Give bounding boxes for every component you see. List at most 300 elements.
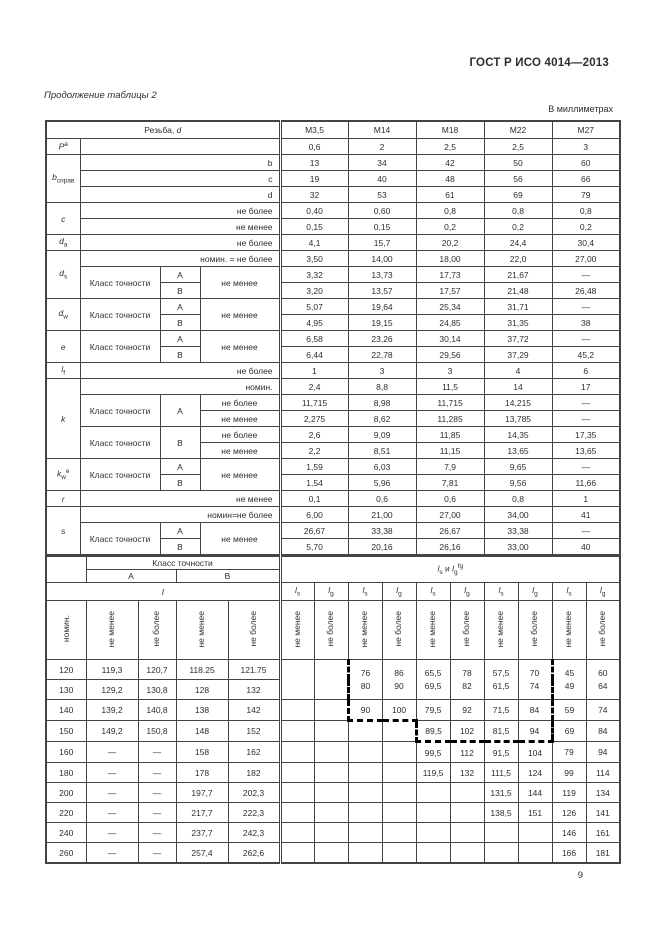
table-cell: 26,67 bbox=[416, 523, 484, 539]
table-cell bbox=[280, 803, 314, 823]
table-cell bbox=[416, 823, 450, 843]
table-cell: 60 bbox=[552, 155, 620, 171]
table-cell: 5,70 bbox=[280, 539, 348, 556]
table-cell: 100 bbox=[382, 700, 416, 721]
table-cell: — bbox=[138, 843, 176, 864]
table-cell: 2,5 bbox=[484, 139, 552, 155]
table-cell: 0,8 bbox=[416, 203, 484, 219]
table-cell: 119 bbox=[552, 783, 586, 803]
table-cell: 149,2 bbox=[86, 721, 138, 742]
table-cell: 138,5 bbox=[484, 803, 518, 823]
table-cell: 71,5 bbox=[484, 700, 518, 721]
table-row bbox=[46, 187, 620, 203]
dimension-table bbox=[45, 120, 619, 864]
table-cell: 124 bbox=[518, 763, 552, 783]
table-cell: 40 bbox=[552, 539, 620, 556]
table-cell: 126 bbox=[552, 803, 586, 823]
table-cell: 3 bbox=[416, 363, 484, 379]
table-cell bbox=[280, 721, 314, 742]
table-cell: $l_g$ bbox=[314, 583, 348, 601]
table-cell: — bbox=[552, 331, 620, 347]
table-row bbox=[46, 299, 620, 315]
table-cell: 6,44 bbox=[280, 347, 348, 363]
table-cell: 30,14 bbox=[416, 331, 484, 347]
table-cell: Класс точности bbox=[86, 556, 280, 570]
table-row bbox=[46, 427, 620, 443]
table-cell: 146 bbox=[552, 823, 586, 843]
table-row bbox=[46, 491, 620, 507]
table-cell bbox=[450, 843, 484, 864]
table-cell: 140 bbox=[46, 700, 86, 721]
table-cell: не менее bbox=[552, 601, 586, 660]
table-cell: не менее bbox=[80, 491, 280, 507]
table-cell: $l_s$ bbox=[484, 583, 518, 601]
table-cell: 120 bbox=[46, 660, 86, 680]
table-cell: 13,73 bbox=[348, 267, 416, 283]
table-cell bbox=[382, 763, 416, 783]
table-cell: 31,35 bbox=[484, 315, 552, 331]
table-cell: 23,26 bbox=[348, 331, 416, 347]
table-cell bbox=[484, 823, 518, 843]
table-cell bbox=[348, 823, 382, 843]
table-row bbox=[46, 235, 620, 251]
table-cell: 42 bbox=[416, 155, 484, 171]
table-cell: не менее bbox=[416, 601, 450, 660]
table-cell: 8,51 bbox=[348, 443, 416, 459]
table-row bbox=[46, 459, 620, 475]
table-cell: А bbox=[160, 459, 200, 475]
table-cell: не менее bbox=[200, 459, 280, 491]
table-cell: не более bbox=[518, 601, 552, 660]
table-cell: c bbox=[80, 171, 280, 187]
table-cell: не более bbox=[80, 235, 280, 251]
table-cell: 200 bbox=[46, 783, 86, 803]
table-row bbox=[46, 251, 620, 267]
table-cell: — bbox=[552, 459, 620, 475]
table-cell: 33,38 bbox=[484, 523, 552, 539]
table-cell: 14,00 bbox=[348, 251, 416, 267]
table-cell: 129,2 bbox=[86, 680, 138, 700]
table-cell: 0,15 bbox=[348, 219, 416, 235]
table-cell: 25,34 bbox=[416, 299, 484, 315]
table-caption: Продолжение таблицы 2 bbox=[44, 90, 157, 101]
table-cell bbox=[280, 783, 314, 803]
table-cell: 260 bbox=[46, 843, 86, 864]
table-cell: 119,5 bbox=[416, 763, 450, 783]
table-cell bbox=[484, 843, 518, 864]
table-cell: — bbox=[86, 783, 138, 803]
table-cell: не менее bbox=[80, 219, 280, 235]
table-cell: c bbox=[46, 203, 80, 235]
table-cell: 182 bbox=[228, 763, 280, 783]
table-cell: 14,35 bbox=[484, 427, 552, 443]
table-cell: 13 bbox=[280, 155, 348, 171]
table-cell: А bbox=[160, 299, 200, 315]
table-cell: 21,48 bbox=[484, 283, 552, 299]
table-cell: 89,5 bbox=[416, 721, 450, 742]
table-cell: номин=не более bbox=[80, 507, 280, 523]
table-cell: 33,00 bbox=[484, 539, 552, 556]
table-cell: $l_g$ bbox=[518, 583, 552, 601]
table-row bbox=[46, 139, 620, 155]
table-cell: 74 bbox=[586, 700, 620, 721]
table-cell: 22,0 bbox=[484, 251, 552, 267]
table-cell: не менее bbox=[200, 299, 280, 331]
table-cell: 14 bbox=[484, 379, 552, 395]
table-cell: — bbox=[86, 763, 138, 783]
table-cell bbox=[280, 660, 314, 700]
table-cell: $l_s$ bbox=[348, 583, 382, 601]
table-cell bbox=[314, 700, 348, 721]
table-cell: 61 bbox=[416, 187, 484, 203]
table-cell: не менее bbox=[200, 267, 280, 299]
table-cell bbox=[80, 139, 280, 155]
table-cell: 3 bbox=[552, 139, 620, 155]
table-row bbox=[46, 783, 620, 803]
table-cell bbox=[280, 763, 314, 783]
table-cell: 45,2 bbox=[552, 347, 620, 363]
table-cell: 69 bbox=[484, 187, 552, 203]
table-row bbox=[46, 171, 620, 187]
table-cell: $l_s$ bbox=[552, 583, 586, 601]
table-cell: 26,67 bbox=[280, 523, 348, 539]
table-cell bbox=[382, 721, 416, 742]
table-cell: 19,15 bbox=[348, 315, 416, 331]
table-cell: 114 bbox=[586, 763, 620, 783]
table-cell: не менее bbox=[200, 523, 280, 556]
table-cell: Класс точности bbox=[80, 427, 160, 459]
table-cell bbox=[314, 843, 348, 864]
table-cell: 130 bbox=[46, 680, 86, 700]
table-cell: 131,5 bbox=[484, 783, 518, 803]
table-cell: не менее bbox=[484, 601, 518, 660]
table-row bbox=[46, 121, 620, 139]
table-cell: 84 bbox=[586, 721, 620, 742]
table-cell bbox=[382, 783, 416, 803]
table-cell: 6,03 bbox=[348, 459, 416, 475]
table-cell: 111,5 bbox=[484, 763, 518, 783]
table-row bbox=[46, 660, 620, 680]
table-cell: 102 bbox=[450, 721, 484, 742]
table-cell: — bbox=[86, 843, 138, 864]
table-cell: номин. bbox=[80, 379, 280, 395]
table-cell: 86 90 bbox=[382, 660, 416, 700]
table-cell: не более bbox=[382, 601, 416, 660]
table-cell: М22 bbox=[484, 121, 552, 139]
table-cell: d bbox=[80, 187, 280, 203]
lower-table bbox=[45, 555, 621, 864]
table-cell: 257,4 bbox=[176, 843, 228, 864]
table-cell: 17,35 bbox=[552, 427, 620, 443]
table-cell bbox=[314, 721, 348, 742]
table-cell bbox=[314, 742, 348, 763]
table-cell: 0,8 bbox=[484, 491, 552, 507]
table-cell: 94 bbox=[586, 742, 620, 763]
table-cell: не более bbox=[586, 601, 620, 660]
table-cell: 1,59 bbox=[280, 459, 348, 475]
table-row bbox=[46, 331, 620, 347]
table-cell: не более bbox=[314, 601, 348, 660]
table-cell: 262,6 bbox=[228, 843, 280, 864]
table-cell: — bbox=[552, 411, 620, 427]
table-cell: В bbox=[160, 427, 200, 459]
table-cell: В bbox=[160, 283, 200, 299]
table-cell: номин. = не более bbox=[80, 251, 280, 267]
table-cell: — bbox=[138, 742, 176, 763]
table-cell: не более bbox=[80, 203, 280, 219]
table-cell: 0,60 bbox=[348, 203, 416, 219]
table-cell: 134 bbox=[586, 783, 620, 803]
table-cell: номин. bbox=[46, 601, 86, 660]
table-cell: 24,4 bbox=[484, 235, 552, 251]
table-cell: 9,65 bbox=[484, 459, 552, 475]
table-cell bbox=[348, 763, 382, 783]
table-cell: — bbox=[138, 803, 176, 823]
table-cell: s bbox=[46, 507, 80, 556]
table-cell: 65,5 69,5 bbox=[416, 660, 450, 700]
table-cell: 24,85 bbox=[416, 315, 484, 331]
table-cell: не менее bbox=[200, 331, 280, 363]
table-cell: 26,48 bbox=[552, 283, 620, 299]
table-cell: 148 bbox=[176, 721, 228, 742]
table-cell: 76 80 bbox=[348, 660, 382, 700]
table-cell: 48 bbox=[416, 171, 484, 187]
table-cell: 79 bbox=[552, 742, 586, 763]
table-cell: $l_g$ bbox=[450, 583, 484, 601]
table-cell: 17,57 bbox=[416, 283, 484, 299]
table-cell: 202,3 bbox=[228, 783, 280, 803]
table-cell: $k_w^е$ bbox=[46, 459, 80, 491]
table-cell: 132 bbox=[450, 763, 484, 783]
table-cell bbox=[314, 783, 348, 803]
table-cell: Класс точности bbox=[80, 299, 160, 331]
table-row bbox=[46, 583, 620, 601]
table-cell: не менее bbox=[86, 601, 138, 660]
table-cell: 9,09 bbox=[348, 427, 416, 443]
table-cell bbox=[382, 742, 416, 763]
table-cell: 15,7 bbox=[348, 235, 416, 251]
table-cell: Класс точности bbox=[80, 523, 160, 556]
table-cell: 38 bbox=[552, 315, 620, 331]
table-cell: 7,9 bbox=[416, 459, 484, 475]
table-cell bbox=[314, 660, 348, 700]
table-cell: 11,15 bbox=[416, 443, 484, 459]
table-cell bbox=[348, 742, 382, 763]
table-row bbox=[46, 742, 620, 763]
table-cell: 3,32 bbox=[280, 267, 348, 283]
table-cell: $l_s$ bbox=[416, 583, 450, 601]
table-row bbox=[46, 395, 620, 411]
table-cell: — bbox=[138, 763, 176, 783]
table-cell: 13,785 bbox=[484, 411, 552, 427]
table-cell: 2,5 bbox=[416, 139, 484, 155]
table-cell bbox=[416, 803, 450, 823]
table-cell: 81,5 bbox=[484, 721, 518, 742]
table-cell: 128 bbox=[176, 680, 228, 700]
table-row bbox=[46, 155, 620, 171]
table-cell: В bbox=[160, 475, 200, 491]
table-cell: 162 bbox=[228, 742, 280, 763]
table-cell: 0,8 bbox=[484, 203, 552, 219]
table-cell: 119,3 bbox=[86, 660, 138, 680]
units-note: В миллиметрах bbox=[548, 104, 613, 114]
table-cell: 150,8 bbox=[138, 721, 176, 742]
table-cell: 1 bbox=[280, 363, 348, 379]
table-cell: 2,6 bbox=[280, 427, 348, 443]
table-cell bbox=[46, 556, 86, 583]
table-cell: 5,96 bbox=[348, 475, 416, 491]
table-cell: 69 bbox=[552, 721, 586, 742]
table-cell: 11,285 bbox=[416, 411, 484, 427]
table-row bbox=[46, 267, 620, 283]
table-cell: 2 bbox=[348, 139, 416, 155]
table-cell bbox=[450, 803, 484, 823]
table-cell: В bbox=[176, 570, 280, 583]
table-cell: А bbox=[86, 570, 176, 583]
table-cell: 17,73 bbox=[416, 267, 484, 283]
table-cell: 217,7 bbox=[176, 803, 228, 823]
table-cell: 3,20 bbox=[280, 283, 348, 299]
table-cell bbox=[382, 843, 416, 864]
table-cell: 6,58 bbox=[280, 331, 348, 347]
table-cell: $l_g$ bbox=[382, 583, 416, 601]
table-cell: $l_s$ bbox=[280, 583, 314, 601]
table-cell: Класс точности bbox=[80, 459, 160, 491]
table-cell: 60 64 bbox=[586, 660, 620, 700]
table-cell: 17 bbox=[552, 379, 620, 395]
table-cell: 9,56 bbox=[484, 475, 552, 491]
table-cell: 152 bbox=[228, 721, 280, 742]
table-cell: 29,56 bbox=[416, 347, 484, 363]
table-cell: $l_g$ bbox=[586, 583, 620, 601]
table-cell: 79,5 bbox=[416, 700, 450, 721]
table-cell: 132 bbox=[228, 680, 280, 700]
table-cell: 160 bbox=[46, 742, 86, 763]
table-cell: e bbox=[46, 331, 80, 363]
table-row bbox=[46, 363, 620, 379]
table-cell: $d_s$ bbox=[46, 251, 80, 299]
table-cell bbox=[348, 721, 382, 742]
table-row bbox=[46, 379, 620, 395]
table-cell: 151 bbox=[518, 803, 552, 823]
table-row bbox=[46, 763, 620, 783]
table-cell: Резьба, d bbox=[46, 121, 280, 139]
table-cell: не менее bbox=[348, 601, 382, 660]
table-row bbox=[46, 843, 620, 864]
table-cell bbox=[314, 803, 348, 823]
table-cell: не менее bbox=[176, 601, 228, 660]
table-cell: r bbox=[46, 491, 80, 507]
table-cell: 0,6 bbox=[348, 491, 416, 507]
table-cell: 3,50 bbox=[280, 251, 348, 267]
table-cell: 11,5 bbox=[416, 379, 484, 395]
table-cell: — bbox=[552, 523, 620, 539]
table-row bbox=[46, 700, 620, 721]
table-cell: 18,00 bbox=[416, 251, 484, 267]
table-cell: 240 bbox=[46, 823, 86, 843]
table-cell: 6 bbox=[552, 363, 620, 379]
table-cell: — bbox=[552, 267, 620, 283]
table-cell: 0,6 bbox=[416, 491, 484, 507]
table-cell: 140,8 bbox=[138, 700, 176, 721]
table-cell: 0,15 bbox=[280, 219, 348, 235]
table-cell: 45 49 bbox=[552, 660, 586, 700]
table-cell: А bbox=[160, 395, 200, 427]
table-cell: — bbox=[552, 395, 620, 411]
table-cell: не более bbox=[450, 601, 484, 660]
table-cell: 40 bbox=[348, 171, 416, 187]
table-cell bbox=[280, 843, 314, 864]
table-cell: 220 bbox=[46, 803, 86, 823]
table-cell: М27 bbox=[552, 121, 620, 139]
table-cell: 112 bbox=[450, 742, 484, 763]
table-cell: 11,85 bbox=[416, 427, 484, 443]
table-cell: 37,29 bbox=[484, 347, 552, 363]
table-cell: 130,8 bbox=[138, 680, 176, 700]
table-cell: В bbox=[160, 347, 200, 363]
table-cell: 5,07 bbox=[280, 299, 348, 315]
table-cell: 92 bbox=[450, 700, 484, 721]
table-cell: 27,00 bbox=[552, 251, 620, 267]
table-cell bbox=[348, 843, 382, 864]
table-cell: 34 bbox=[348, 155, 416, 171]
table-cell: 144 bbox=[518, 783, 552, 803]
table-cell: 0,8 bbox=[552, 203, 620, 219]
table-cell: 57,5 61,5 bbox=[484, 660, 518, 700]
table-cell: 2,2 bbox=[280, 443, 348, 459]
table-cell: 34,00 bbox=[484, 507, 552, 523]
table-cell: 1 bbox=[552, 491, 620, 507]
table-cell: 120,7 bbox=[138, 660, 176, 680]
upper-table bbox=[45, 120, 621, 556]
table-cell: М3,5 bbox=[280, 121, 348, 139]
table-cell: $d_w$ bbox=[46, 299, 80, 331]
table-cell: 13,65 bbox=[484, 443, 552, 459]
table-row bbox=[46, 507, 620, 523]
table-cell: 11,715 bbox=[280, 395, 348, 411]
table-cell: не более bbox=[228, 601, 280, 660]
table-cell: Класс точности bbox=[80, 267, 160, 299]
table-row bbox=[46, 803, 620, 823]
doc-title: ГОСТ Р ИСО 4014—2013 bbox=[469, 57, 609, 69]
table-cell: — bbox=[86, 742, 138, 763]
table-cell: 104 bbox=[518, 742, 552, 763]
table-cell: 181 bbox=[586, 843, 620, 864]
table-cell: 21,67 bbox=[484, 267, 552, 283]
table-cell: $b_{справ}$ bbox=[46, 155, 80, 203]
table-cell: 30,4 bbox=[552, 235, 620, 251]
table-cell: 20,16 bbox=[348, 539, 416, 556]
table-cell: $l_f$ bbox=[46, 363, 80, 379]
table-cell: В bbox=[160, 315, 200, 331]
table-cell: Класс точности bbox=[80, 395, 160, 427]
table-cell: 70 74 bbox=[518, 660, 552, 700]
table-cell: 53 bbox=[348, 187, 416, 203]
page-number: 9 bbox=[577, 870, 583, 881]
table-cell: 0,6 bbox=[280, 139, 348, 155]
table-cell: 19,64 bbox=[348, 299, 416, 315]
table-cell: $l_s$ и $l_g^{fg}$ bbox=[280, 556, 620, 583]
table-cell: 32 bbox=[280, 187, 348, 203]
table-cell bbox=[280, 823, 314, 843]
table-cell: 7,81 bbox=[416, 475, 484, 491]
table-cell: 150 bbox=[46, 721, 86, 742]
table-cell: 8,62 bbox=[348, 411, 416, 427]
table-cell: 27,00 bbox=[416, 507, 484, 523]
table-cell: 118.25 bbox=[176, 660, 228, 680]
table-cell: 4,1 bbox=[280, 235, 348, 251]
table-row bbox=[46, 601, 620, 660]
